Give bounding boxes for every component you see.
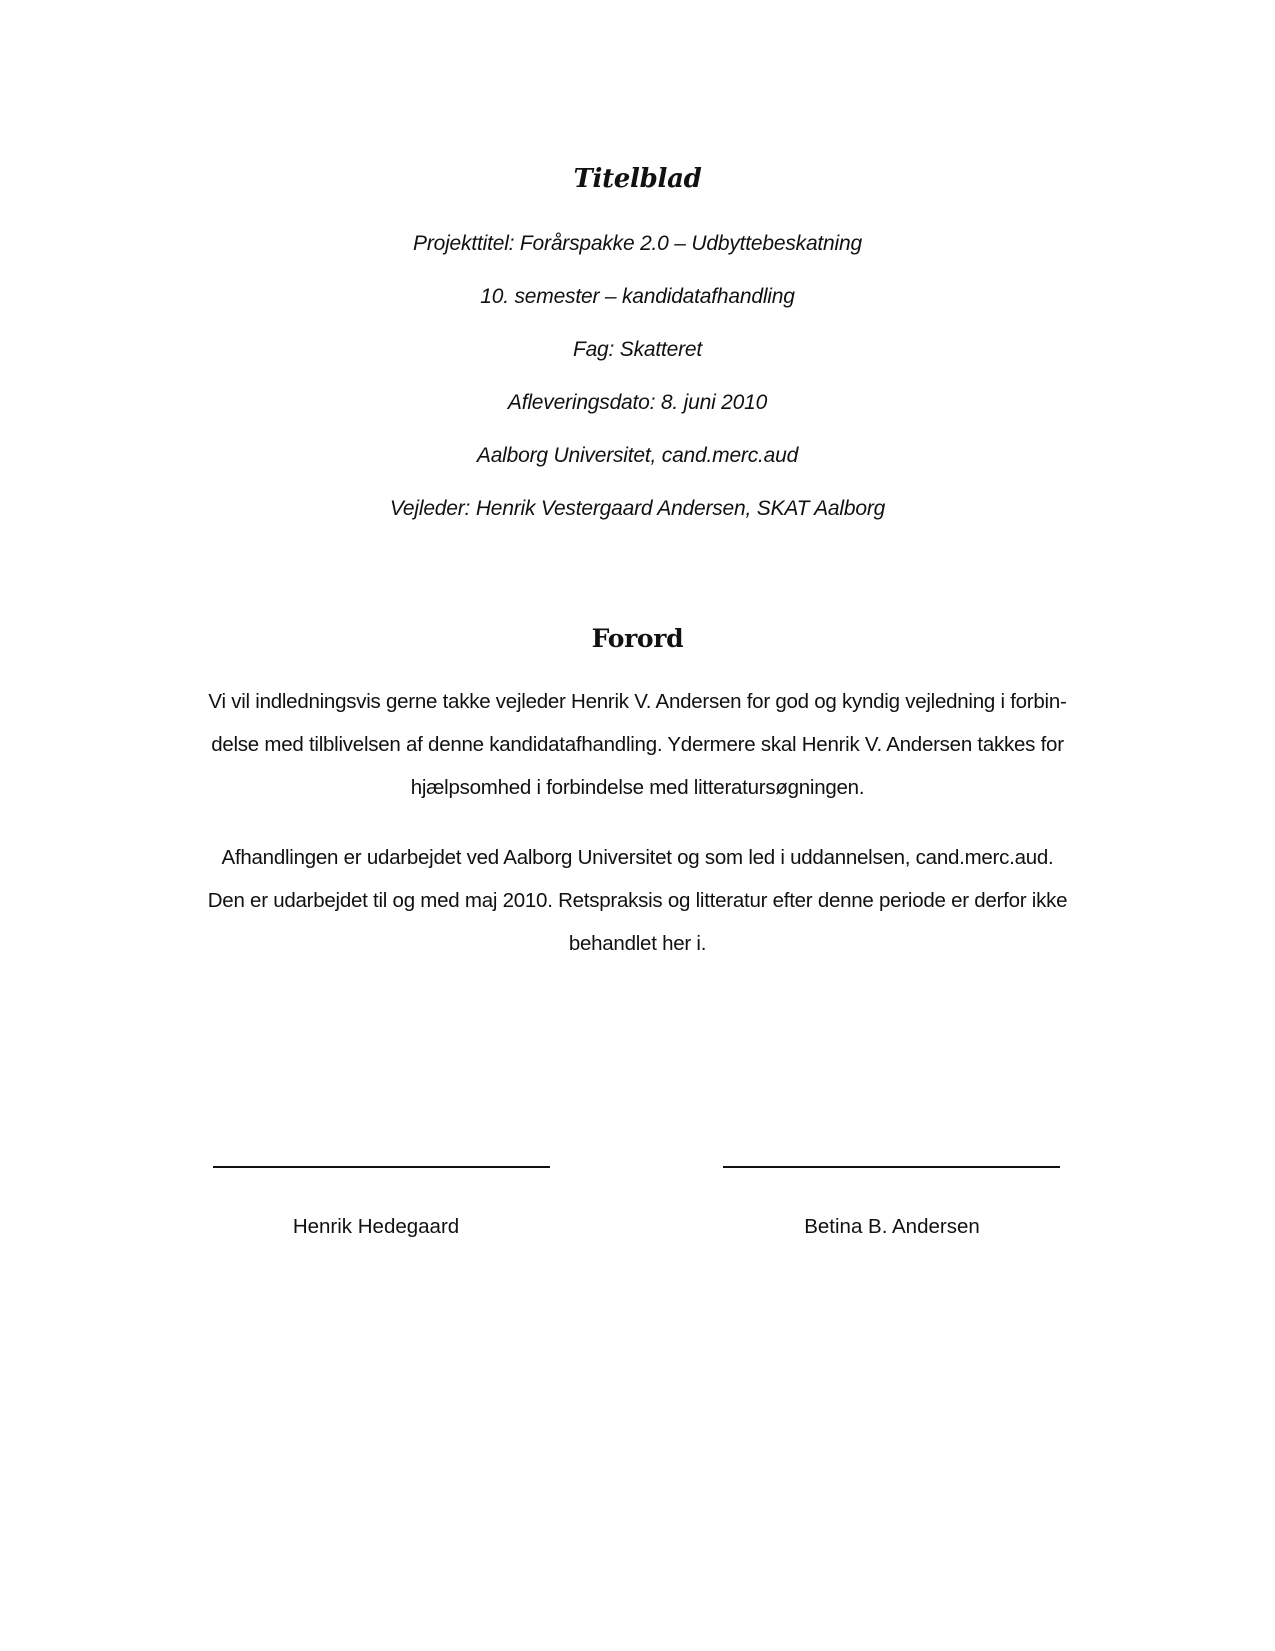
preface-paragraph-2-line-3: behandlet her i. bbox=[568, 932, 707, 955]
title-page-heading: Titelblad bbox=[573, 164, 702, 194]
preface-paragraph-2-line-1: Afhandlingen er udarbejdet ved Aalborg Universitet og som led i uddannelsen, cand.merc.aud. bbox=[221, 846, 1054, 869]
preface-heading: Forord bbox=[591, 624, 684, 653]
signature-name-right: Betina B. Andersen bbox=[804, 1215, 980, 1238]
signature-line-left bbox=[213, 1166, 550, 1168]
university-line: Aalborg Universitet, cand.merc.aud bbox=[476, 444, 799, 467]
preface-paragraph-1-line-2: delse med tilblivelsen af denne kandidatafhandling. Ydermere skal Henrik V. Andersen takkes for bbox=[211, 733, 1064, 756]
supervisor-line: Vejleder: Henrik Vestergaard Andersen, SKAT Aalborg bbox=[389, 497, 886, 520]
project-title-line: Projekttitel: Forårspakke 2.0 – Udbyttebeskatning bbox=[413, 232, 862, 255]
submission-date-line: Afleveringsdato: 8. juni 2010 bbox=[507, 391, 768, 414]
preface-paragraph-2-line-2: Den er udarbejdet til og med maj 2010. Retspraksis og litteratur efter denne periode er derfor ikke bbox=[207, 889, 1068, 912]
subject-line: Fag: Skatteret bbox=[572, 338, 703, 361]
signature-name-left: Henrik Hedegaard bbox=[292, 1215, 460, 1238]
signature-line-right bbox=[723, 1166, 1060, 1168]
preface-paragraph-1-line-3: hjælpsomhed i forbindelse med litteratursøgningen. bbox=[410, 776, 865, 799]
semester-line: 10. semester – kandidatafhandling bbox=[480, 285, 795, 308]
preface-paragraph-1-line-1: Vi vil indledningsvis gerne takke vejleder Henrik V. Andersen for god og kyndig vejledning i forbin- bbox=[208, 690, 1067, 713]
